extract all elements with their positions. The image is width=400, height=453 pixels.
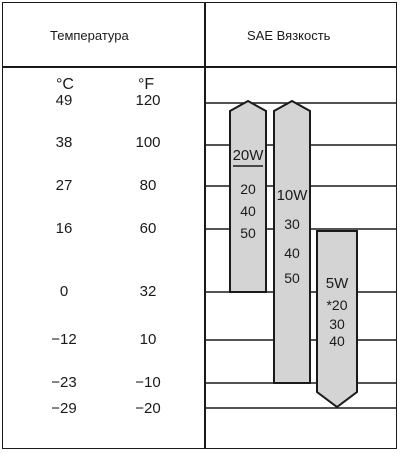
oil-grade-label: 20 [240, 181, 256, 197]
celsius-value: −23 [51, 374, 77, 391]
fahrenheit-value: −10 [135, 374, 161, 391]
fahrenheit-value: 80 [139, 177, 157, 194]
celsius-value: 38 [55, 134, 73, 151]
temperature-header: Температура [50, 28, 129, 43]
viscosity-header: SAE Вязкость [247, 28, 331, 43]
oil-grade-label: 40 [240, 203, 256, 219]
fahrenheit-value: 120 [135, 92, 161, 109]
oil-grade-label: *20 [326, 297, 348, 313]
fahrenheit-value: 60 [139, 220, 157, 237]
oil-grade-label: 40 [284, 245, 300, 261]
celsius-value: 0 [59, 283, 69, 300]
oil-grade-label: 50 [284, 270, 300, 286]
fahrenheit-unit: °F [138, 76, 155, 93]
oil-band-10w [274, 101, 310, 383]
fahrenheit-value: 10 [139, 331, 157, 348]
oil-grade-label: 40 [329, 333, 345, 349]
fahrenheit-value: 32 [139, 283, 157, 300]
fahrenheit-value: 100 [135, 134, 161, 151]
oil-grade-label: 50 [240, 225, 256, 241]
celsius-unit: °C [56, 76, 74, 93]
oil-base-label: 20W [232, 147, 264, 164]
oil-base-label: 10W [276, 187, 308, 204]
celsius-value: 16 [55, 220, 73, 237]
celsius-value: −29 [51, 400, 77, 417]
celsius-value: −12 [51, 331, 77, 348]
oil-base-label: 5W [325, 275, 349, 292]
oil-grade-label: 30 [284, 216, 300, 232]
celsius-value: 27 [55, 177, 73, 194]
oil-grade-label: 30 [329, 316, 345, 332]
celsius-value: 49 [55, 92, 73, 109]
fahrenheit-value: −20 [135, 400, 161, 417]
